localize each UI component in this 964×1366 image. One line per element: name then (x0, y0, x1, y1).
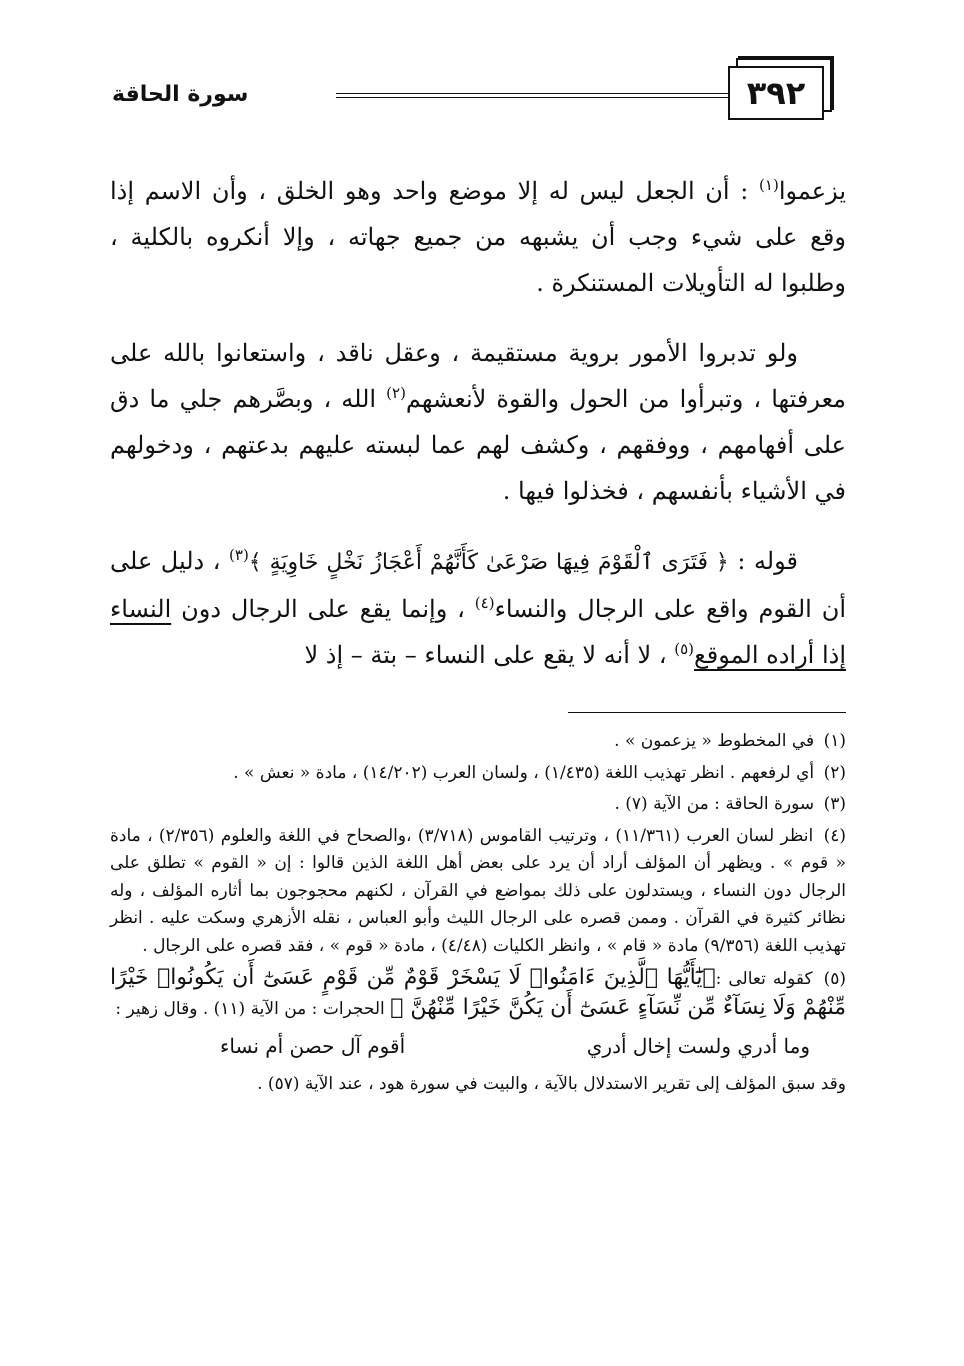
poem-second-hemistich: أقوم آل حصن أم نساء (220, 1034, 406, 1058)
page-number (728, 66, 824, 120)
p3-underlined-text: النساء إذا أراده الموقع (110, 595, 846, 669)
footnote-5-number: (٥) (823, 969, 847, 989)
p3-text-a: قوله : (728, 547, 798, 575)
p3-text-b: ، دليل على أن القوم واقع على الرجال والنساء (110, 547, 846, 623)
footnote-2-text: أي لرفعهم . انظر تهذيب اللغة (١/٤٣٥) ، ولسان العرب (١٤/٢٠٢) ، مادة « نعش » . (233, 762, 815, 783)
footnote-ref-5: (٥) (674, 640, 695, 658)
p1-text-a: يزعموا (778, 177, 846, 205)
footnote-3 (110, 791, 846, 819)
footnote-3-number: (٣) (823, 794, 846, 814)
running-title: سورة الحاقة (112, 82, 249, 107)
footnote-4-number: (٤) (823, 825, 846, 846)
paragraph-1 (110, 168, 846, 306)
p3-text-c: ، وإنما يقع على الرجال دون (171, 595, 475, 623)
p3-text-e: ، لا أنه لا يقع على النساء – بتة – إذ لا (304, 641, 675, 669)
p2-text-a: ولو تدبروا الأمور بروية مستقيمة ، وعقل ناقد ، واستعانوا بالله على معرفتها ، وتبرأوا من الحول والقوة لأنعشهم (110, 339, 846, 413)
footnote-5 (110, 964, 846, 1023)
page-number-text: ٣٩٢ (746, 74, 806, 112)
footnote-1-number: (١) (823, 731, 846, 751)
footnote-1 (110, 728, 846, 756)
footnote-3-text: سورة الحاقة : من الآية (٧) . (614, 794, 815, 814)
footnote-2-number: (٢) (823, 762, 846, 783)
footnote-ref-3: (٣) (229, 546, 249, 564)
main-text (110, 168, 846, 678)
footnote-1-text: في المخطوط « يزعمون » . (614, 731, 815, 751)
quran-verse: ﴿ فَتَرَى ٱلْقَوْمَ فِيهَا صَرْعَىٰ كَأَنَّهُمْ أَعْجَازُ نَخْلٍ خَاوِيَةٍ ﴾ (248, 550, 729, 575)
footnote-ref-4: (٤) (474, 594, 495, 612)
paragraph-2 (110, 330, 846, 514)
footnote-closing: وقد سبق المؤلف إلى تقرير الاستدلال بالآية ، والبيت في سورة هود ، عند الآية (٥٧) . (257, 1073, 846, 1094)
header-rule (336, 93, 728, 98)
footnote-4 (110, 823, 846, 961)
footnote-ref-2: (٢) (386, 384, 406, 402)
footnote-separator (568, 712, 846, 713)
footnote-5-text-a: كقوله تعالى : (715, 969, 813, 989)
paragraph-3 (110, 538, 846, 678)
p2-text-b: الله ، وبصَّرهم جلي ما دق على أفهامهم ، ووفقهم ، وكشف لهم عما لبسته عليهم بدعتهم ، ودخولهم في الأشياء بأنفسهم ، فخذلوا فيها . (110, 385, 846, 505)
poem-first-hemistich: وما أدري ولست إخال أدري (586, 1034, 810, 1058)
footnote-ref-1: (١) (759, 176, 779, 194)
footnote-5-verse: ﴿يَٰٓأَيُّهَا ٱلَّذِينَ ءَامَنُوا۟ لَا يَسْخَرْ قَوْمٌ مِّن قَوْمٍ عَسَىٰٓ أَن يَكُونُوا۟ خَيْرًا مِّنْهُمْ وَلَا نِسَآءٌ مِّن نِّسَآءٍ عَسَىٰٓ أَن يَكُنَّ خَيْرًا مِّنْهُنَّ ﴾ (110, 965, 846, 1020)
footnote-4-text: انظر لسان العرب (١١/٣٦١) ، وترتيب القاموس (٣/٧١٨) ،والصحاح في اللغة والعلوم (٢/٣٥٦) ، مادة « قوم » . ويظهر أن المؤلف أراد أن يرد على بعض أهل اللغة الذين قالوا : إن « القوم » تطلق على الرجال دون النساء ، ويستدلون على ذلك بمواضع في القرآن ، لكنهم محجوجون بما أثاره المؤلف ، وله نظائر كثيرة في القرآن . وممن قصره على الرجال الليث وأبو العباس ، نقله الأزهري وسكت عليه . انظر تهذيب اللغة (٩/٣٥٦) مادة « قام » ، وانظر الكليات (٤/٤٨) ، مادة « قوم » ، فقد قصره على الرجال . (110, 825, 846, 956)
footnotes (110, 728, 846, 1098)
poem-verse (110, 1027, 846, 1071)
footnote-2 (110, 760, 846, 788)
p1-text-b: : أن الجعل ليس له إلا موضع واحد وهو الخلق ، وأن الاسم إذا وقع على شيء وجب أن يشبهه من جميع جهاته ، وإلا أنكروه بالكلية ، وطلبوا له التأويلات المستنكرة . (110, 177, 846, 297)
footnote-5-text-b: الحجرات : من الآية (١١) . وقال زهير : (115, 998, 391, 1019)
